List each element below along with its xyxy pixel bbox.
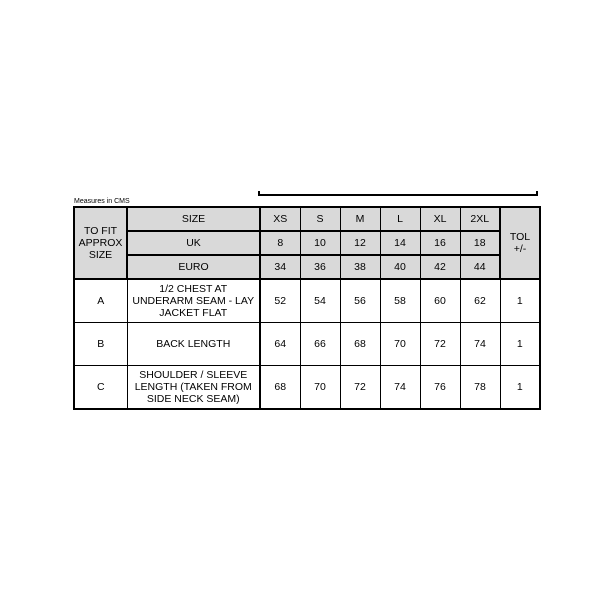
measurement-row-b <box>74 323 540 366</box>
measurement-row-c <box>74 366 540 410</box>
corner-line: SIZE <box>88 249 113 261</box>
measurement-value: 58 <box>380 279 420 323</box>
size-row-label: SIZE <box>127 207 260 231</box>
tolerance-value: 1 <box>500 366 540 410</box>
measurement-code: B <box>74 323 127 366</box>
uk-cell: 14 <box>380 231 420 255</box>
size-cell: M <box>340 207 380 231</box>
description-line: SIDE NECK SEAM) <box>146 393 240 405</box>
uk-row <box>74 231 540 255</box>
size-row <box>74 207 540 231</box>
tolerance-header: TOL +/- <box>500 207 540 279</box>
measurement-value: 74 <box>460 323 500 366</box>
description-line: UNDERARM SEAM - LAY <box>132 295 255 307</box>
euro-cell: 44 <box>460 255 500 279</box>
measurement-description <box>127 279 260 323</box>
description-line: SHOULDER / SLEEVE <box>139 369 248 381</box>
measurement-code: C <box>74 366 127 410</box>
euro-cell: 40 <box>380 255 420 279</box>
euro-cell: 36 <box>300 255 340 279</box>
measurement-value: 78 <box>460 366 500 410</box>
measurement-description <box>127 366 260 410</box>
measurement-value: 72 <box>420 323 460 366</box>
euro-cell: 38 <box>340 255 380 279</box>
description-line: JACKET FLAT <box>159 307 228 319</box>
measurement-value: 68 <box>260 366 300 410</box>
uk-cell: 12 <box>340 231 380 255</box>
measurement-value: 68 <box>340 323 380 366</box>
description-line: BACK LENGTH <box>156 338 231 350</box>
measurement-value: 72 <box>340 366 380 410</box>
measurement-value: 74 <box>380 366 420 410</box>
measures-caption: Measures in CMS <box>74 198 130 205</box>
measurement-value: 66 <box>300 323 340 366</box>
euro-row <box>74 255 540 279</box>
measurement-value: 56 <box>340 279 380 323</box>
measurement-code: A <box>74 279 127 323</box>
measurement-value: 54 <box>300 279 340 323</box>
euro-cell: 42 <box>420 255 460 279</box>
corner-line: APPROX <box>78 237 123 249</box>
size-cell: 2XL <box>460 207 500 231</box>
size-cell: XL <box>420 207 460 231</box>
fit-approx-size-label <box>74 207 127 279</box>
top-rule <box>258 194 538 196</box>
size-chart-table <box>73 206 541 410</box>
size-cell: S <box>300 207 340 231</box>
size-cell: XS <box>260 207 300 231</box>
uk-cell: 18 <box>460 231 500 255</box>
euro-cell: 34 <box>260 255 300 279</box>
description-line: 1/2 CHEST AT <box>159 283 228 295</box>
euro-row-label: EURO <box>127 255 260 279</box>
measurement-value: 76 <box>420 366 460 410</box>
tolerance-value: 1 <box>500 279 540 323</box>
uk-cell: 16 <box>420 231 460 255</box>
measurement-value: 52 <box>260 279 300 323</box>
measurement-row-a <box>74 279 540 323</box>
uk-row-label: UK <box>127 231 260 255</box>
tolerance-value: 1 <box>500 323 540 366</box>
size-cell: L <box>380 207 420 231</box>
measurement-value: 62 <box>460 279 500 323</box>
uk-cell: 10 <box>300 231 340 255</box>
uk-cell: 8 <box>260 231 300 255</box>
measurement-value: 64 <box>260 323 300 366</box>
description-line: LENGTH (TAKEN FROM <box>134 381 252 393</box>
measurement-description <box>127 323 260 366</box>
measurement-value: 70 <box>300 366 340 410</box>
measurement-value: 60 <box>420 279 460 323</box>
corner-line: TO FIT <box>83 225 118 237</box>
measurement-value: 70 <box>380 323 420 366</box>
